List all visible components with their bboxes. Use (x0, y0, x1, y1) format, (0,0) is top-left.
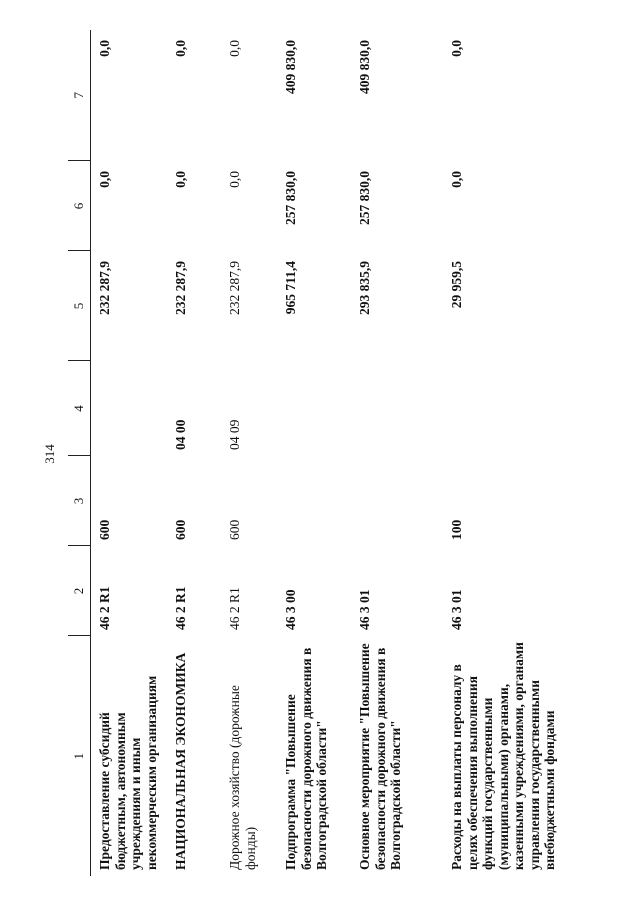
amount-year-1-cell: 293 835,9 (357, 261, 372, 315)
amount-year-2-cell: 0,0 (227, 171, 242, 188)
amount-year-2-cell: 0,0 (97, 171, 112, 188)
expense-type-cell: 100 (449, 519, 464, 540)
amount-year-3-cell: 409 830,0 (283, 40, 298, 94)
header-col-1: 1 (68, 636, 91, 876)
expense-type-cell: 600 (227, 519, 242, 540)
target-article-cell: 46 2 R1 (97, 586, 112, 630)
target-article-cell: 46 2 R1 (227, 587, 242, 630)
amount-year-3-cell: 0,0 (97, 40, 112, 57)
amount-year-3-cell: 0,0 (227, 40, 242, 57)
table-row (167, 30, 221, 876)
amount-year-2-cell: 0,0 (173, 171, 188, 188)
row-name-cell: Дорожное хозяйство (дорожные фонды) (227, 685, 258, 870)
section-subsection-cell (351, 361, 443, 456)
page-number: 314 (42, 444, 57, 464)
row-name-cell: НАЦИОНАЛЬНАЯ ЭКОНОМИКА (173, 652, 188, 870)
section-subsection-cell: 04 09 (227, 419, 242, 450)
table-row (351, 30, 443, 876)
amount-year-2-cell: 0,0 (449, 171, 464, 188)
amount-year-2-cell: 257 830,0 (283, 171, 298, 225)
header-col-6: 6 (68, 161, 91, 251)
row-name-cell: Основное мероприятие "Повышение безопасности дорожного движения в Волгоградской области" (357, 643, 404, 870)
budget-table-sheet (68, 30, 624, 876)
amount-year-1-cell: 232 287,9 (97, 261, 112, 315)
table-row (221, 30, 277, 876)
header-col-3: 3 (68, 456, 91, 546)
amount-year-3-cell: 0,0 (449, 40, 464, 57)
header-col-5: 5 (68, 251, 91, 361)
header-col-4: 4 (68, 361, 91, 456)
amount-year-1-cell: 965 711,4 (283, 261, 298, 315)
target-article-cell: 46 3 01 (449, 589, 464, 630)
expense-type-cell (351, 456, 443, 546)
budget-table (68, 30, 599, 876)
section-subsection-cell (443, 361, 599, 456)
row-name-cell: Расходы на выплаты персоналу в целях обеспечения выполнения функций государственными (муниципальными) органами, казенными учреждениями, органами управления государственными внебюджетными фондами (449, 642, 558, 870)
table-row (91, 30, 168, 876)
amount-year-1-cell: 232 287,9 (173, 261, 188, 315)
table-row (277, 30, 351, 876)
row-name-cell: Подпрограмма "Повышение безопасности дорожного движения в Волгоградской области" (283, 647, 330, 870)
amount-year-1-cell: 29 959,5 (449, 261, 464, 309)
target-article-cell: 46 3 00 (283, 589, 298, 630)
row-name-cell: Предоставление субсидий бюджетным, автономным учреждениям и иным некоммерческим организациям (97, 675, 159, 870)
amount-year-1-cell: 232 287,9 (227, 261, 242, 315)
section-subsection-cell (91, 361, 168, 456)
section-subsection-cell (277, 361, 351, 456)
target-article-cell: 46 3 01 (357, 589, 372, 630)
table-row (443, 30, 599, 876)
section-subsection-cell: 04 00 (173, 419, 188, 450)
amount-year-3-cell: 409 830,0 (357, 40, 372, 94)
expense-type-cell: 600 (97, 519, 112, 540)
target-article-cell: 46 2 R1 (173, 586, 188, 630)
amount-year-3-cell: 0,0 (173, 40, 188, 57)
header-col-2: 2 (68, 546, 91, 636)
header-row (68, 30, 91, 876)
expense-type-cell (277, 456, 351, 546)
expense-type-cell: 600 (173, 519, 188, 540)
header-col-7: 7 (68, 30, 91, 161)
amount-year-2-cell: 257 830,0 (357, 171, 372, 225)
